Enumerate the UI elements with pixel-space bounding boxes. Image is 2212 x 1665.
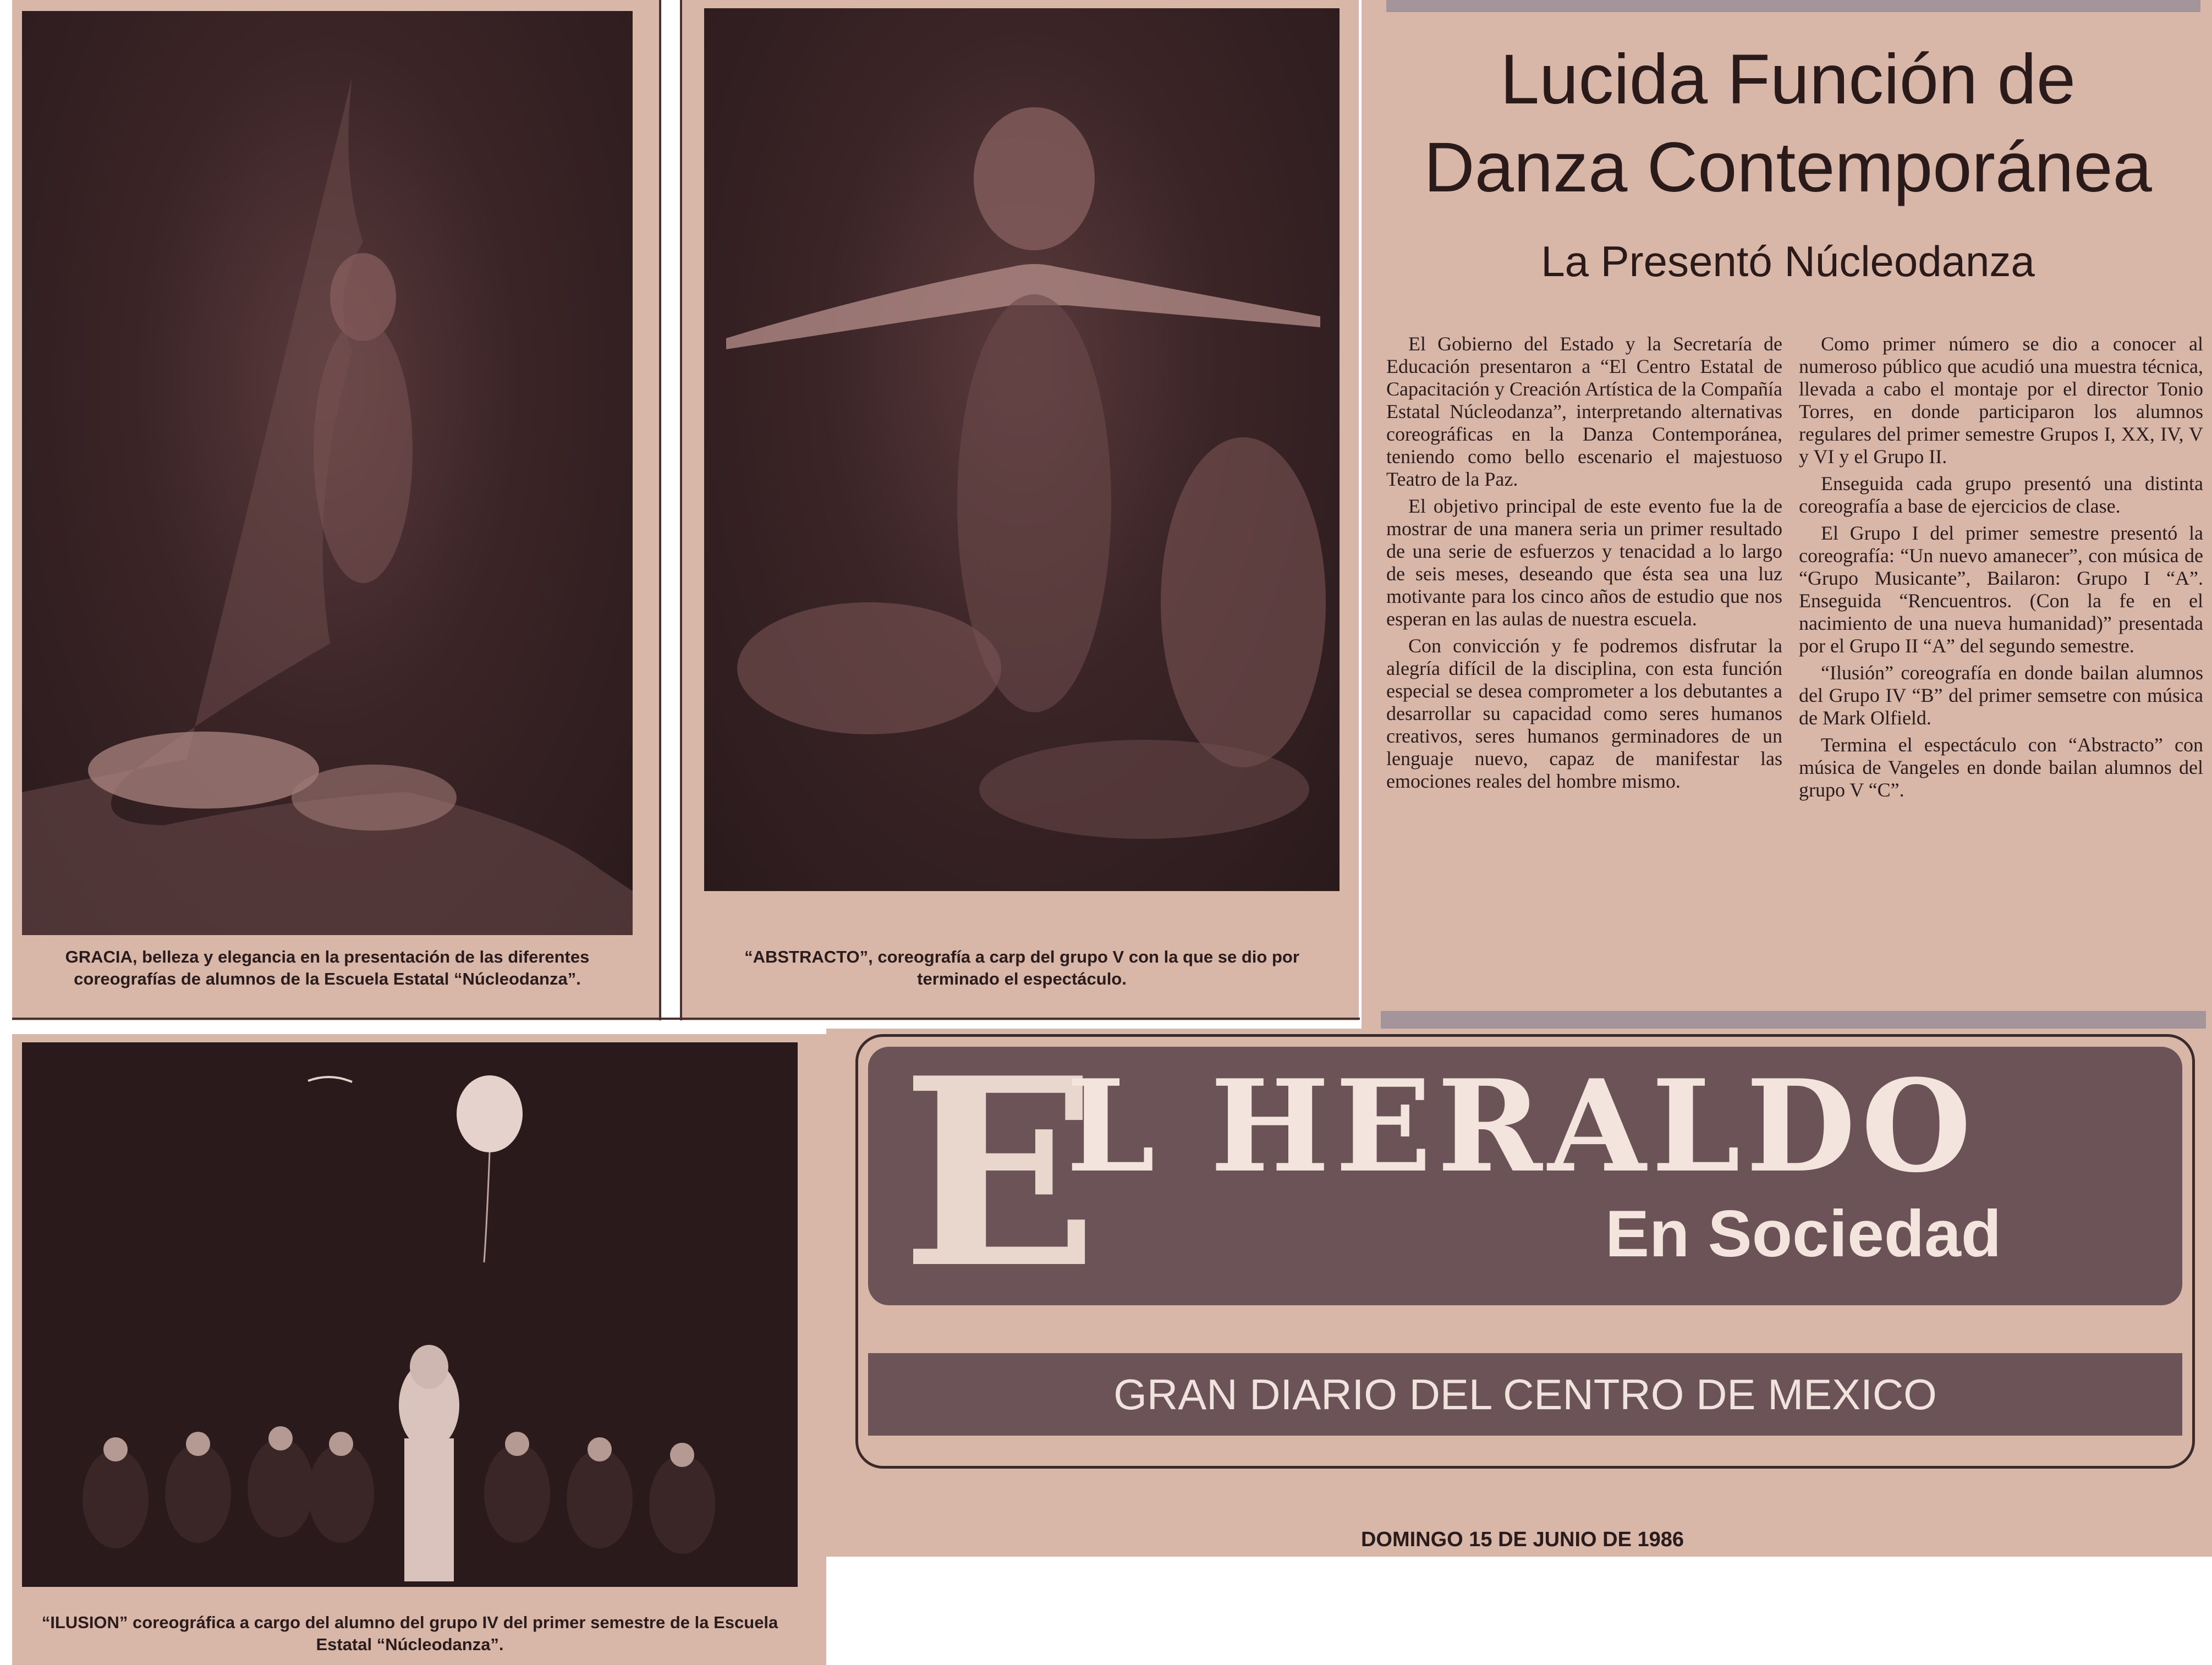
photo-ilusion bbox=[22, 1042, 798, 1587]
masthead-tagline: GRAN DIARIO DEL CENTRO DE MEXICO bbox=[1113, 1370, 1937, 1419]
photo-gracia bbox=[22, 11, 633, 935]
photo-abstracto bbox=[704, 8, 1340, 891]
article-paragraph: Termina el espectáculo con “Abstracto” con música de Vangeles en donde bailan alumnos del grupo V “C”. bbox=[1799, 734, 2203, 801]
article-paragraph: Como primer número se dio a conocer al numeroso público que acudió una muestra técnica, llevada a cabo el montaje por el director Tonio Torres, en donde participaron los alumnos regulares del primer semestre Grupos I, XX, IV, V y VI y el Grupo II. bbox=[1799, 333, 2203, 468]
article-column-2 bbox=[1799, 333, 2203, 806]
bottom-rule bbox=[12, 1018, 1360, 1020]
article-paragraph: El Grupo I del primer semestre presentó la coreografía: “Un nuevo amanecer”, con música de “Grupo Musicante”, Bailaron: Grupo I “A”. Enseguida “Rencuentros. (Con la fe en el nacimiento de una nueva humanidad)” presentada por el Grupo II “A” del segundo semestre. bbox=[1799, 522, 2203, 657]
article-paragraph: Enseguida cada grupo presentó una distinta coreografía a base de ejercicios de clase. bbox=[1799, 472, 2203, 517]
masthead-section: En Sociedad bbox=[1605, 1197, 2002, 1271]
top-gray-strip bbox=[1386, 0, 2200, 12]
masthead-initial: E bbox=[901, 1021, 1099, 1325]
masthead-title: L HERALDO bbox=[1066, 1052, 1977, 1201]
dancers-group-silhouette bbox=[704, 8, 1340, 891]
article-headline-line2: Danza Contemporánea bbox=[1424, 128, 2152, 207]
dancer-silhouette bbox=[22, 11, 633, 935]
article-paragraph: El Gobierno del Estado y la Secretaría de Educación presentaron a “El Centro Estatal de Capacitación y Creación Artística de la Compañía Estatal Núcleodanza”, interpretando alternativas coreográficas en la Danza Contemporánea, teniendo como bello escenario el majestuoso Teatro de la Paz. bbox=[1386, 333, 1782, 490]
article-column-1 bbox=[1386, 333, 1782, 797]
dancers-stage-silhouette bbox=[22, 1042, 798, 1587]
caption-photo1: GRACIA, belleza y elegancia en la presentación de las diferentes coreografías de alumnos de la Escuela Estatal “Núcleodanza”. bbox=[65, 947, 590, 988]
article-subheadline: La Presentó Núcleodanza bbox=[1541, 237, 2035, 285]
article-paragraph: Con convicción y fe podremos disfrutar la alegría difícil de la disciplina, con esta función especial se desea comprometer a los debutantes a desarrollar su capacidad como seres humanos creativos, seres humanos germinadores de un lenguaje nuevo, capaz de manifestar las emociones reales del hombre mismo. bbox=[1386, 635, 1782, 792]
masthead-panel bbox=[868, 1021, 2182, 1325]
masthead-frame bbox=[855, 1021, 2195, 1469]
article-headline-line1: Lucida Función de bbox=[1500, 40, 2076, 119]
dateline: DOMINGO 15 DE JUNIO DE 1986 bbox=[1360, 1528, 1684, 1551]
caption-photo3: “ILUSION” coreográfica a cargo del alumno del grupo IV del primer semestre de la Escuela Estatal “Núcleodanza”. bbox=[41, 1613, 778, 1654]
article-paragraph: “Ilusión” coreografía en donde bailan alumnos del Grupo IV “B” del primer semsetre con música de Mark Olfield. bbox=[1799, 662, 2203, 729]
caption-photo2: “ABSTRACTO”, coreografía a carp del grupo V con la que se dio por terminado el espectáculo. bbox=[744, 947, 1299, 988]
masthead-tagline-band bbox=[868, 1353, 2182, 1436]
article-paragraph: El objetivo principal de este evento fue la de mostrar de una manera seria un primer resultado de una serie de esfuerzos y tenacidad a lo largo de seis meses, deseando que ésta sea una luz motivante para los cinco años de estudio que nos esperan en las aulas de nuestra escuela. bbox=[1386, 495, 1782, 630]
column-rule bbox=[659, 0, 661, 1020]
column-rule bbox=[680, 0, 682, 1020]
